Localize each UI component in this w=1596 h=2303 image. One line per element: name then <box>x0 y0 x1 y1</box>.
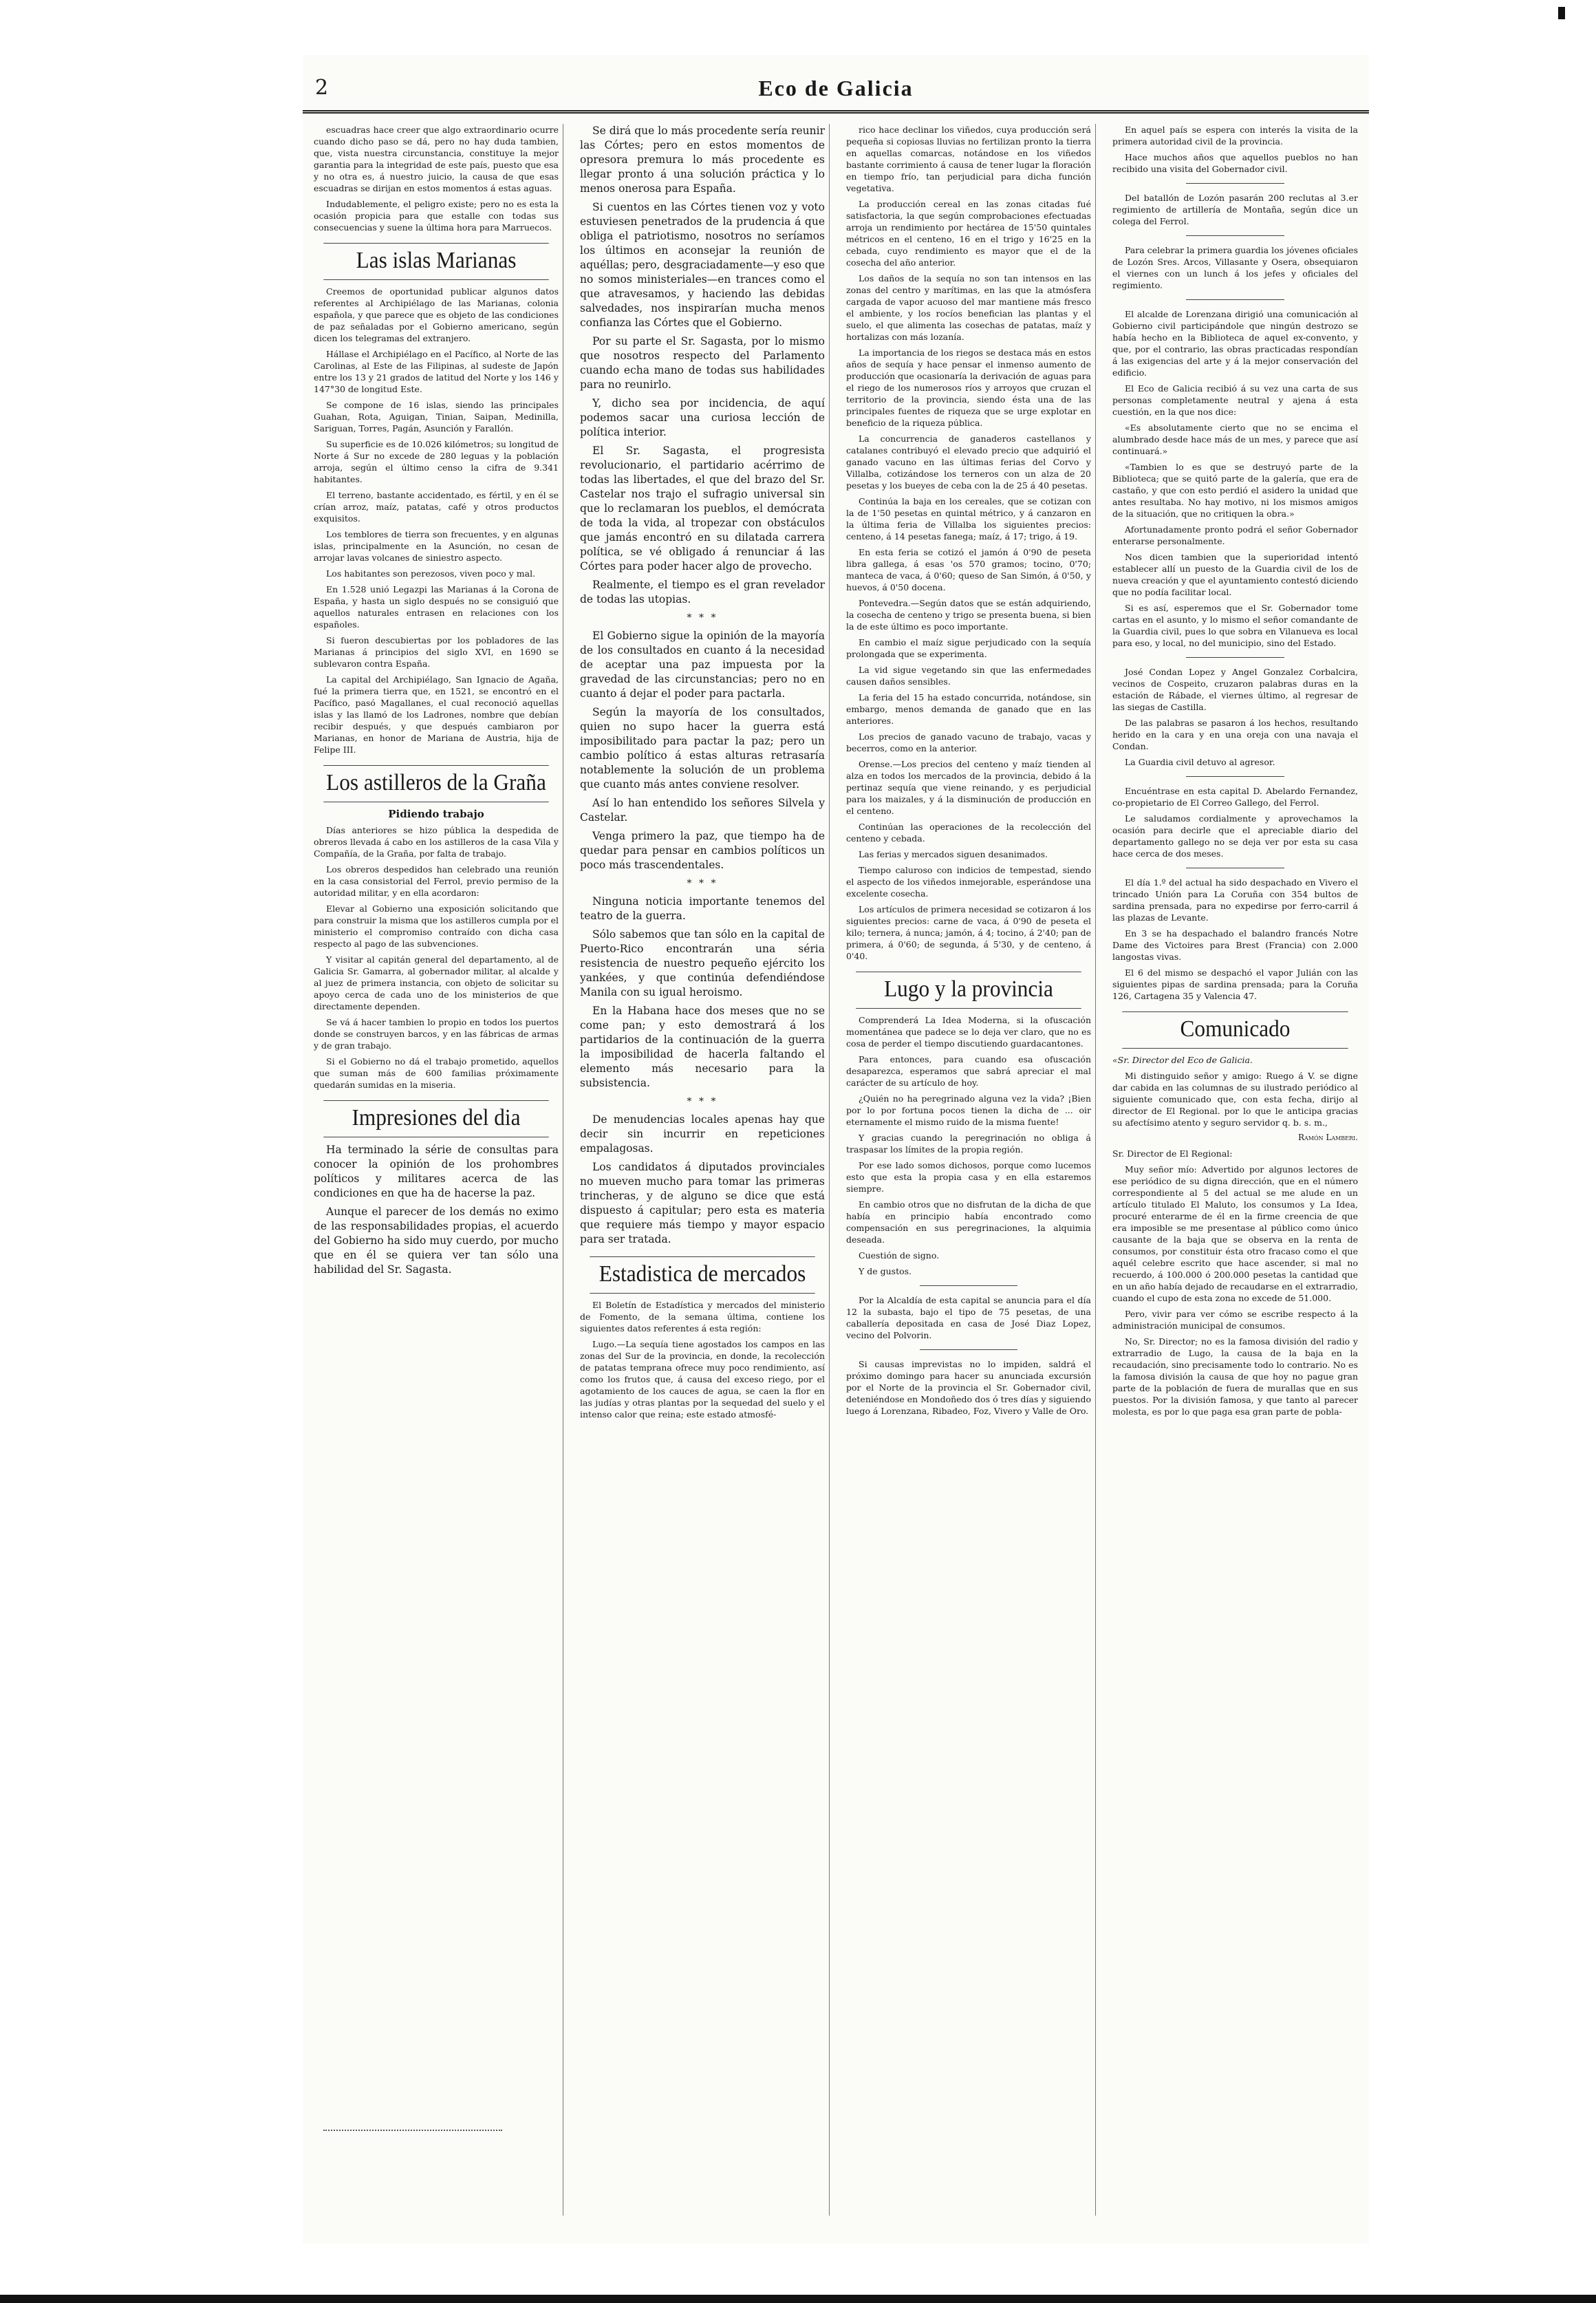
paragraph: Elevar al Gobierno una exposición solicitando que para construir la misma que los astilleros cumpla por el ministerio el compromiso contraído con dicha casa respecto al pago de las subvenciones. <box>314 903 559 949</box>
article-comunicado <box>1112 1054 1358 1417</box>
paragraph: Los candidatos á diputados provinciales no mueven mucho para tomar las primeras trincheras, y de alguno se dice que está dispuesto á capitular; pero esta es materia que requiere más tiempo y mayor espacio para ser tratada. <box>580 1161 825 1245</box>
paragraph: En cambio otros que no disfrutan de la dicha de que había en principio había encontrado como compensación en sus peregrinaciones, la alquimia deseada. <box>846 1199 1091 1245</box>
paragraph: Aunque el parecer de los demás no eximo de las responsabilidades propias, el acuerdo del Gobierno ha sido muy cuerdo, por mucho que en él se quiera ver tan sólo una habilidad del Sr. Sagasta. <box>314 1206 559 1276</box>
paragraph: Y gracias cuando la peregrinación no obliga á traspasar los límites de la propia región. <box>846 1133 1091 1155</box>
scan-footer-bar <box>0 2295 1596 2303</box>
divider <box>920 1285 1017 1286</box>
letter-address: Sr. Director de El Regional: <box>1112 1148 1233 1159</box>
paragraph: El 6 del mismo se despachó el vapor Julián con las siguientes pipas de sardina prensada; para la Coruña 126, Cartagena 35 y Valencia 47. <box>1112 967 1358 1001</box>
article-local-news <box>1112 192 1358 649</box>
paragraph: Los precios de ganado vacuno de trabajo, vacas y becerros, como en la anterior. <box>846 731 1091 753</box>
paragraph: En 1.528 unió Legazpi las Marianas á la Corona de España, y hasta un siglo después no se consiguió que aquellos naturales entrasen en relaciones con los españoles. <box>314 584 559 630</box>
paragraph: Los obreros despedidos han celebrado una reunión en la casa consistorial del Ferrol, previo permiso de la autoridad militar, y en ella acordaron: <box>314 864 559 898</box>
paragraph: Cuestión de signo. <box>859 1250 940 1261</box>
article-estadistica-cont <box>846 124 1091 962</box>
article-lugo <box>846 1014 1091 1277</box>
paragraph: En la Habana hace dos meses que no se come pan; y esto demostrará á los partidarios de la continuación de la guerra la imposibilidad de hacerla faltando el elemento más necesario para la subsistencia. <box>580 1005 825 1089</box>
paragraph: Para celebrar la primera guardia los jóvenes oficiales de Lozón Sres. Arcos, Villasante y Osera, obsequiaron el viernes con un lunch á los jefes y oficiales del regimiento. <box>1112 245 1358 290</box>
article-impresiones <box>314 1143 559 1277</box>
paragraph: El Eco de Galicia recibió á su vez una carta de sus personas completamente neutral y ajena á esta cuestión, en la que nos dice: <box>1112 383 1358 417</box>
paragraph: Por ese lado somos dichosos, porque como lucemos esto que esta la propia casa y en ella estaremos siempre. <box>846 1160 1091 1194</box>
paragraph: Afortunadamente pronto podrá el señor Gobernador enterarse personalmente. <box>1112 524 1358 546</box>
paragraph: La importancia de los riegos se destaca más en estos años de sequía y hace pensar el inmenso aumento de producción que ocasionaría la derivación de aguas para el riego de los numerosos ríos y arroyos que cruzan el territorio de la provincia, siendo ésta una de las principales fuentes de riqueza que se urge explotar en beneficio de la riqueza pública. <box>846 347 1091 428</box>
paragraph: Así lo han entendido los señores Silvela y Castelar. <box>580 797 825 824</box>
paragraph: El terreno, bastante accidentado, es fértil, y en él se crían arroz, maíz, patatas, café y otros productos exquisitos. <box>314 490 559 524</box>
paragraph: Ninguna noticia importante tenemos del teatro de la guerra. <box>580 895 825 922</box>
column-4 <box>1108 124 1362 2216</box>
paragraph: Le saludamos cordialmente y aprovechamos la ocasión para decirle que el apreciable diario del departamento gallego no se deja ver por esta su casa hace cerca de dos meses. <box>1112 813 1358 859</box>
paragraph: Si causas imprevistas no lo impiden, saldrá el próximo domingo para hacer su anunciada excursión por el Norte de la provincia el Sr. Gobernador civil, deteniéndose en Mondoñedo dos ó tres días y siguiendo luego á Lorenzana, Ribadeo, Foz, Vivero y Valle de Oro. <box>846 1359 1091 1416</box>
paragraph: En 3 se ha despachado el balandro francés Notre Dame des Victoires para Brest (Francia) con 2.000 langostas vivas. <box>1112 928 1358 962</box>
paragraph: Se dirá que lo más procedente sería reunir las Córtes; pero en estos momentos de opresora premura lo más procedente es llegar pronto á una solución práctica y lo menos onerosa para España. <box>580 125 825 195</box>
paragraph: Si es así, esperemos que el Sr. Gobernador tome cartas en el asunto, y lo mismo el señor comandante de la Guardia civil, pues lo que sobra en Vilanueva es local para eso, y local, no del municipio, sino del Estado. <box>1112 603 1358 648</box>
paragraph: La feria del 15 ha estado concurrida, notándose, sin embargo, menos demanda de ganado que en las anteriores. <box>846 692 1091 726</box>
column-1 <box>310 124 563 2216</box>
paragraph: «Es absolutamente cierto que no se encima el alumbrado desde hace más de un mes, y parece que así continuará.» <box>1112 422 1358 456</box>
article-vivero <box>1112 877 1358 1002</box>
paragraph: Continúan las operaciones de la recolección del centeno y cebada. <box>846 822 1091 844</box>
subheading-pidiendo-trabajo: Pidiendo trabajo <box>388 808 484 820</box>
paragraph: Creemos de oportunidad publicar algunos datos referentes al Archipiélago de las Marianas, colonia española, y que parece que es objeto de las condiciones de paz señaladas por el Gobierno americano, según dicen los telegramas del extranjero. <box>314 286 559 343</box>
paragraph: Días anteriores se hizo pública la despedida de obreros llevada á cabo en los astilleros de la casa Vila y Compañía, de la Graña, por falta de trabajo. <box>314 825 559 859</box>
paragraph: No, Sr. Director; no es la famosa división del radio y extrarradio de Lugo, la causa de la baja en la recaudación, sino precisamente todo lo contrario. No es la famosa división la causa de que hoy no pague gran parte de la población de fuera de murallas que en sus puestos. Por la división famosa, y que tanto al parecer molesta, es por lo que paga esa gran parte de pobla- <box>1112 1336 1358 1417</box>
section-heading-impresiones: Impresiones del dia <box>323 1100 549 1137</box>
article-astilleros <box>314 824 559 1091</box>
paragraph: Y de gustos. <box>859 1266 912 1276</box>
article-locales <box>580 1113 825 1247</box>
paragraph: «Tambien lo es que se destruyó parte de la Biblioteca; que se quitó parte de la galería, que era de castaño, y que con esto perdió el asidero la unidad que antes resultaba. No hay motivo, ni los mismos amigos de la situación, que no critiquen la obra.» <box>1112 462 1358 519</box>
paragraph: José Condan Lopez y Angel Gonzalez Corbalcira, vecinos de Cospeito, cruzaron palabras duras en la estación de Rábade, el viernes último, al regresar de las siegas de Castilla. <box>1112 667 1358 712</box>
paragraph: De las palabras se pasaron á los hechos, resultando herido en la cara y en una oreja con una navaja el Condan. <box>1112 718 1358 751</box>
paragraph: El Boletín de Estadística y mercados del ministerio de Fomento, de la semana última, contiene los siguientes datos referentes á esta región: <box>580 1300 825 1333</box>
article-marianas <box>314 286 559 756</box>
paragraph: Hállase el Archipiélago en el Pacífico, al Norte de las Carolinas, al Este de las Filipinas, al sudeste de Japón entre los 13 y 21 grados de latitud del Norte y los 146 y 147°30 de longitud Este. <box>314 349 559 394</box>
paragraph: En cambio el maíz sigue perjudicado con la sequía prolongada que se experimenta. <box>846 637 1091 659</box>
paragraph: De menudencias locales apenas hay que decir sin incurrir en repeticiones empalagosas. <box>580 1113 825 1155</box>
article-lugo-notices <box>846 1294 1091 1417</box>
paragraph: Y, dicho sea por incidencia, de aquí podemos sacar una curiosa lección de política interior. <box>580 397 825 438</box>
paragraph: escuadras hace creer que algo extraordinario ocurre cuando dicho paso se dá, pero no hay duda tambien, que, vista nuestra circunstancia, constituye la mejor garantia para la integridad de este país, puesto que esa y no otra es, á nuestro juicio, la causa de que esas escuadras se dirijan en estos momentos á estas aguas. <box>314 125 559 193</box>
paragraph: Mi distinguido señor y amigo: Ruego á V. se digne dar cabida en las columnas de su ilustrado periódico al siguiente comunicado que, con esta fecha, dirijo al director de El Regional. por lo que le anticipa gracias su afectísimo atento y seguro servidor q. b. s. m., <box>1112 1071 1358 1128</box>
scan-artifact-dots <box>323 2130 502 2132</box>
section-separator-stars: * * * <box>687 878 718 889</box>
newspaper-page <box>303 55 1369 2243</box>
paragraph: La Guardia civil detuvo al agresor. <box>1125 757 1275 767</box>
paragraph: Indudablemente, el peligro existe; pero no es esta la ocasión propicia para que estalle con todas sus consecuencias y suene la última hora para Marruecos. <box>314 199 559 233</box>
paragraph: La producción cereal en las zonas citadas fué satisfactoria, la que según comprobaciones efectuadas arroja un rendimiento por hectárea de 15'50 quintales métricos en el centeno, 16 en el trigo y 16'25 en la cebada, cuyo rendimiento es mayor que el de la cosecha del año anterior. <box>846 199 1091 268</box>
section-heading-marianas: Las islas Marianas <box>323 243 549 280</box>
divider <box>1186 776 1284 777</box>
paragraph: Realmente, el tiempo es el gran revelador de todas las utopias. <box>580 579 825 606</box>
section-separator-stars: * * * <box>687 1096 718 1107</box>
paragraph: Los temblores de tierra son frecuentes, y en algunas islas, principalmente en la Asunción, no cesan de arrojar lavas volcanes de siniestro aspecto. <box>314 529 559 563</box>
section-heading-estadistica: Estadistica de mercados <box>590 1256 815 1294</box>
article-estadistica <box>580 1299 825 1420</box>
paragraph: Los daños de la sequía no son tan intensos en las zonas del centro y marítimas, en las que la atmósfera cargada de vapor acuoso del mar mantiene más fresco el ambiente, y los rocíos benefician las plantas y el suelo, el que alimenta las cosechas de patatas, maíz y hortalizas con más lozanía. <box>846 273 1091 342</box>
paragraph: Pontevedra.—Según datos que se están adquiriendo, la cosecha de centeno y trigo se presenta buena, si bien la de este último es poco importante. <box>846 598 1091 632</box>
paragraph: Su superficie es de 10.026 kilómetros; su longitud de Norte á Sur no excede de 280 leguas y la población arroja, según el último censo la cifra de 9.341 habitantes. <box>314 439 559 484</box>
paragraph: rico hace declinar los viñedos, cuya producción será pequeña si copiosas lluvias no fertilizan pronto la tierra en aquellas comarcas, notándose en los viñedos bastante corrimiento á causa de tener lugar la floración en tiempo frío, tan perjudicial para dicha función vegetativa. <box>846 125 1091 193</box>
paragraph: Si cuentos en las Córtes tienen voz y voto estuviesen penetrados de la prudencia á que obliga el patriotismo, nosotros no seríamos los últimos en aconsejar la reunión de aquéllas; pero, desgraciadamente—y eso que no somos ministeriales—en trances como el que atravesamos, y haciendo las debidas salvedades, nos inspirarían mucha menos confianza las Córtes que el Gobierno. <box>580 201 825 329</box>
paragraph: Del batallón de Lozón pasarán 200 reclutas al 3.er regimiento de artillería de Montaña, según dice un colega del Ferrol. <box>1112 193 1358 226</box>
paragraph: El día 1.º del actual ha sido despachado en Vivero el trincado Unión para La Coruña con 354 bultos de sardina prensada, para no expedirse por ferro-carril á las plazas de Levante. <box>1112 877 1358 923</box>
paragraph: En aquel país se espera con interés la visita de la primera autoridad civil de la provincia. <box>1112 125 1358 147</box>
paragraph: Tiempo caluroso con indicios de tempestad, siendo el aspecto de los viñedos inmejorable, esperándose una excelente cosecha. <box>846 865 1091 899</box>
paragraph: Lugo.—La sequía tiene agostados los campos en las zonas del Sur de la provincia, en donde, la recolección de patatas temprana ofrece muy poco rendimiento, así como los frutos que, á causa del exceso riego, por el agotamiento de los cauces de agua, se caen la flor en las judías y otras plantas por la sequedad del suelo y el intenso calor que reina; este estado atmosfé- <box>580 1339 825 1420</box>
article-columns <box>310 124 1362 2216</box>
paragraph: La concurrencia de ganaderos castellanos y catalanes contribuyó el elevado precio que adquirió el ganado vacuno en las últimas ferias del Corvo y Villalba, cotizándose los terneros con un alza de 20 pesetas y los bueyes de ceba con la de 25 á 40 pesetas. <box>846 433 1091 491</box>
paragraph: La vid sigue vegetando sin que las enfermedades causen daños sensibles. <box>846 665 1091 687</box>
paragraph: Comprenderá La Idea Moderna, si la ofuscación momentánea que padece se lo deja ver claro, que no es cosa de perder el tiempo discutiendo guardacantones. <box>846 1015 1091 1049</box>
paragraph: Y visitar al capitán general del departamento, al de Galicia Sr. Gamarra, al gobernador militar, al alcalde y al juez de primera instancia, con objeto de solicitar su apoyo cerca de cada uno de los ministerios de que directamente dependen. <box>314 954 559 1011</box>
paragraph: Encuéntrase en esta capital D. Abelardo Fernandez, co-propietario de El Correo Gallego, del Ferrol. <box>1112 786 1358 808</box>
paragraph: Venga primero la paz, que tiempo ha de quedar para pensar en cambios políticos un poco más trascendentales. <box>580 830 825 871</box>
divider <box>920 1349 1017 1350</box>
paragraph: El Sr. Sagasta, el progresista revolucionario, el partidario acérrimo de todas las libertades, el que del brazo del Sr. Castelar nos trajo el sufragio universal sin que lo reclamaran los pueblos, el demócrata de toda la vida, al tropezar con obstáculos que jamás encontró en su dilatada carrera política, se vé obligado á renunciar á las Córtes para poder hacer algo de provecho. <box>580 444 825 572</box>
article-visita <box>1112 124 1358 175</box>
paragraph: Ha terminado la série de consultas para conocer la opinión de los prohombres políticos y militares acerca de las condiciones en que ha de hacerse la paz. <box>314 1144 559 1199</box>
paragraph: Por su parte el Sr. Sagasta, por lo mismo que nosotros respecto del Parlamento cuando echa mano de todas sus habilidades para no reunirlo. <box>580 335 825 391</box>
letter-address: «Sr. Director del Eco de Galicia. <box>1112 1055 1253 1065</box>
article-impresiones-cont <box>580 124 825 607</box>
article-gobierno <box>580 629 825 872</box>
article-correo-gallego <box>1112 785 1358 859</box>
paragraph: Por la Alcaldía de esta capital se anuncia para el día 12 la subasta, bajo el tipo de 75 pesetas, de una caballería depositada en casa de José Diaz Lopez, vecino del Polvorin. <box>846 1295 1091 1340</box>
paper-title: Eco de Galicia <box>758 76 914 100</box>
paragraph: Pero, vivir para ver cómo se escribe respecto á la administración municipal de consumos. <box>1112 1309 1358 1331</box>
section-separator-stars: * * * <box>687 612 718 623</box>
paragraph: El Gobierno sigue la opinión de la mayoría de los consultados en cuanto á la necesidad de aceptar una paz impuesta por la gravedad de las circunstancias; pero no en cuanto á dejar el poder para pactarla. <box>580 630 825 700</box>
paragraph: Sólo sabemos que tan sólo en la capital de Puerto-Rico encontrarán una séria resistencia de nuestro pequeño ejército los yankées, y que continúa defendiéndose Manila con su igual heroismo. <box>580 928 825 998</box>
column-3 <box>842 124 1096 2216</box>
paragraph: Hace muchos años que aquellos pueblos no han recibido una visita del Gobernador civil. <box>1112 152 1358 174</box>
page-number: 2 <box>315 76 329 100</box>
paragraph: Según la mayoría de los consultados, quien no supo hacer la guerra está imposibilitado para pactar la paz; pero un cambio político á estas alturas retrasaría notablemente la solución de un problema que cuanto más antes conviene resolver. <box>580 706 825 791</box>
paragraph: Los habitantes son perezosos, viven poco y mal. <box>326 568 536 579</box>
paragraph: Para entonces, para cuando esa ofuscación desaparezca, esperamos que sabrá apreciar el mal carácter de su artículo de hoy. <box>846 1054 1091 1088</box>
paragraph: En esta feria se cotizó el jamón á 0'90 de peseta libra gallega, á esas 'os 570 gramos; tocino, 0'70; manteca de vaca, á 0'60; queso de San Simón, á 0'50, y huevos, á 0'50 docena. <box>846 547 1091 592</box>
paragraph: Las ferias y mercados siguen desanimados. <box>859 849 1048 859</box>
paragraph: Orense.—Los precios del centeno y maíz tienden al alza en todos los mercados de la provincia, debido á la pertinaz sequía que viene reinando, y es perjudicial para los maizales, y á la disminución de producción en el centeno. <box>846 759 1091 816</box>
article-rabade <box>1112 666 1358 768</box>
divider <box>1186 183 1284 184</box>
divider <box>1186 235 1284 236</box>
paragraph: Nos dicen tambien que la superioridad intentó establecer allí un puesto de la Guardia civil de los de nueva creación y que el ayuntamiento contestó diciendo que no podía facilitar local. <box>1112 552 1359 597</box>
paragraph: Si fueron descubiertas por los pobladores de las Marianas á principios del siglo XVI, en 1690 se sublevaron contra España. <box>314 635 559 669</box>
masthead <box>303 69 1369 114</box>
paragraph: Si el Gobierno no dá el trabajo prometido, aquellos que suman más de 600 familias próximamente quedarán sumidas en la miseria. <box>314 1056 559 1090</box>
article-guerra <box>580 895 825 1091</box>
paragraph: Se compone de 16 islas, siendo las principales Guahan, Rota, Aguigan, Tinian, Saipan, Medinilla, Sariguan, Torres, Pagán, Asunción y Farallón. <box>314 400 559 433</box>
paragraph: La capital del Archipiélago, San Ignacio de Agaña, fué la primera tierra que, en 1521, se encontró en el Pacífico, pasó Magallanes, el cual reconoció aquellas islas y las llamó de los Ladrones, nombre que debían recibir después, y que después cambiaron por Marianas, en honor de Mariana de Austria, hija de Felipe III. <box>314 674 559 755</box>
divider <box>1186 299 1284 300</box>
paragraph: ¿Quién no ha peregrinado alguna vez la vida? ¡Bien por lo por fortuna pocos tienen la dicha de ... oir eternamente el mismo ruido de la misma fuente! <box>846 1093 1091 1127</box>
signature: Ramón Lamberi. <box>1297 1133 1358 1142</box>
paragraph: Los artículos de primera necesidad se cotizaron á los siguientes precios: carne de vaca, á 0'90 de peseta el kilo; ternera, á nunca; jamón, á 4; tocino, á 2'40; pan de primera, á 0'60; de segunda, á 5'30, y de centeno, á 0'40. <box>846 904 1091 961</box>
section-heading-comunicado: Comunicado <box>1122 1011 1348 1049</box>
paragraph: Muy señor mío: Advertido por algunos lectores de ese periódico de su digna dirección, que en el número correspondiente al 5 del actual se me alude en un artículo titulado El Maluto, los consumos y La Idea, procuré enterarme de él en la firme creencia de que era imposible se me presentase al público como único causante de la baja que se observa en la renta de consumos, por constituir ésta otro fracaso como el que aquél celebre escrito que hace ascender, si mal no recuerdo, á 100.000 ó 200.000 pesetas la cantidad que en un año había dejado de recaudarse en el extrarradio, cuando el cupo de esta zona no excede de 51.000. <box>1112 1164 1358 1303</box>
paragraph: Continúa la baja en los cereales, que se cotizan con la de 1'50 pesetas en quintal métrico, y á canzaron en la última feria de Villalba los siguientes precios: centeno, á 14 pesetas fanega; maíz, á 17; trigo, á 19. <box>846 496 1091 542</box>
column-2 <box>576 124 830 2216</box>
section-heading-astilleros: Los astilleros de la Graña <box>323 765 549 802</box>
paragraph: El alcalde de Lorenzana dirigió una comunicación al Gobierno civil participándole que ningún destrozo se había hecho en la Biblioteca de aquel ex-convento, y que, por el contrario, las obras practicadas respondían á las exigencias del arte y á la mejor conservación del edificio. <box>1112 309 1358 378</box>
paragraph: Se vá á hacer tambien lo propio en todos los puertos donde se construyen barcos, y en las fábricas de armas y de gran trabajo. <box>314 1017 559 1051</box>
section-heading-lugo: Lugo y la provincia <box>856 972 1081 1009</box>
divider <box>1186 657 1284 658</box>
crop-mark <box>1558 7 1565 19</box>
